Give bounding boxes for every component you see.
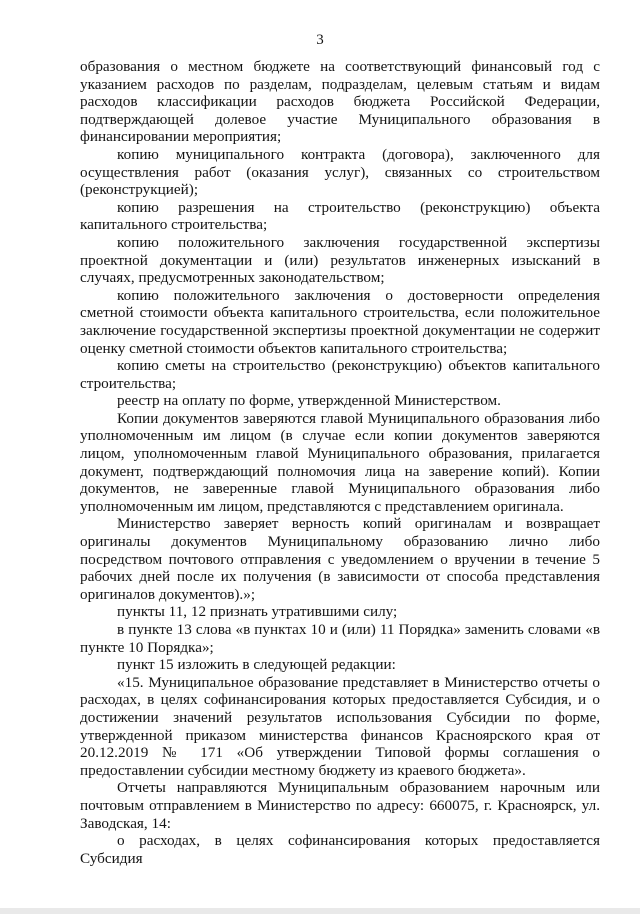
paragraph-estimate-copy: копию сметы на строительство (реконструкцию) объектов капитального строительства; <box>80 357 600 392</box>
paragraph-permit-copy: копию разрешения на строительство (реконструкцию) объекта капитального строительства; <box>80 198 600 234</box>
page-number: 3 <box>316 32 324 48</box>
paragraph-items-repealed: пункты 11, 12 признать утратившими силу; <box>117 603 398 621</box>
paragraph-continuation: образования о местном бюджете на соответствующий финансовый год с указанием расходов по разделам, подразделам, целевым статьям и видам расходов классификации расходов бюджета Российской Федерации, подтверждающей долевое участие Муниципального образования в финансировании мероприятия; <box>80 58 600 146</box>
paragraph-item-15-heading: пункт 15 изложить в следующей редакции: <box>117 656 396 674</box>
paragraph-estimate-conclusion-copy: копию положительного заключения о достоверности определения сметной стоимости объекта капитального строительства, если положительное заключение государственной экспертизы проектной документации не содержит оценку сметной стоимости объектов капитального строительства; <box>80 286 600 357</box>
paragraph-item-13-amendment: в пункте 13 слова «в пунктах 10 и (или) 11 Порядка» заменить словами «в пункте 10 Порядка»; <box>80 621 600 656</box>
paragraph-item-15-text: «15. Муниципальное образование представляет в Министерство отчеты о расходах, в целях софинансирования которых предоставляется Субсидия, и о достижении значений результатов использования Субсидии по форме, утвержденной приказом министерства финансов Красноярского края от 20.12.2019 № 171 «Об утверждении Типовой формы соглашения о предоставлении субсидии местному бюджету из краевого бюджета». <box>80 673 600 779</box>
paragraph-ministry-verification: Министерство заверяет верность копий оригиналам и возвращает оригиналы документов Муниципальному образованию лично либо посредством почтового отправления с уведомлением о вручении в течение 5 рабочих дней после их получения (в зависимости от способа представления оригиналов документов).»; <box>80 515 600 603</box>
paragraph-expertise-copy: копию положительного заключения государственной экспертизы проектной документации и (или) результатов инженерных изысканий в случаях, предусмотренных законодательством; <box>80 233 600 287</box>
paragraph-copy-certification: Копии документов заверяются главой Муниципального образования либо уполномоченным им лицом (в случае если копии документов заверяются лицом, уполномоченным главой Муниципального образования, прилагается документ, подтверждающий полномочия лица на заверение копий). Копии документов, не заверенные главой Муниципального образования либо уполномоченным им лицом, представляются с представлением оригинала. <box>80 409 600 515</box>
page-bottom-edge <box>0 908 640 914</box>
paragraph-payment-register: реестр на оплату по форме, утвержденной Министерством. <box>117 392 501 410</box>
document-body <box>80 58 600 867</box>
paragraph-contract-copy: копию муниципального контракта (договора), заключенного для осуществления работ (оказания услуг), связанных со строительством (реконструкцией); <box>80 145 600 199</box>
paragraph-expenses-report: о расходах, в целях софинансирования которых предоставляется Субсидия <box>80 832 600 867</box>
paragraph-reports-sending: Отчеты направляются Муниципальным образованием нарочным или почтовым отправлением в Министерство по адресу: 660075, г. Красноярск, ул. Заводская, 14: <box>80 779 600 832</box>
